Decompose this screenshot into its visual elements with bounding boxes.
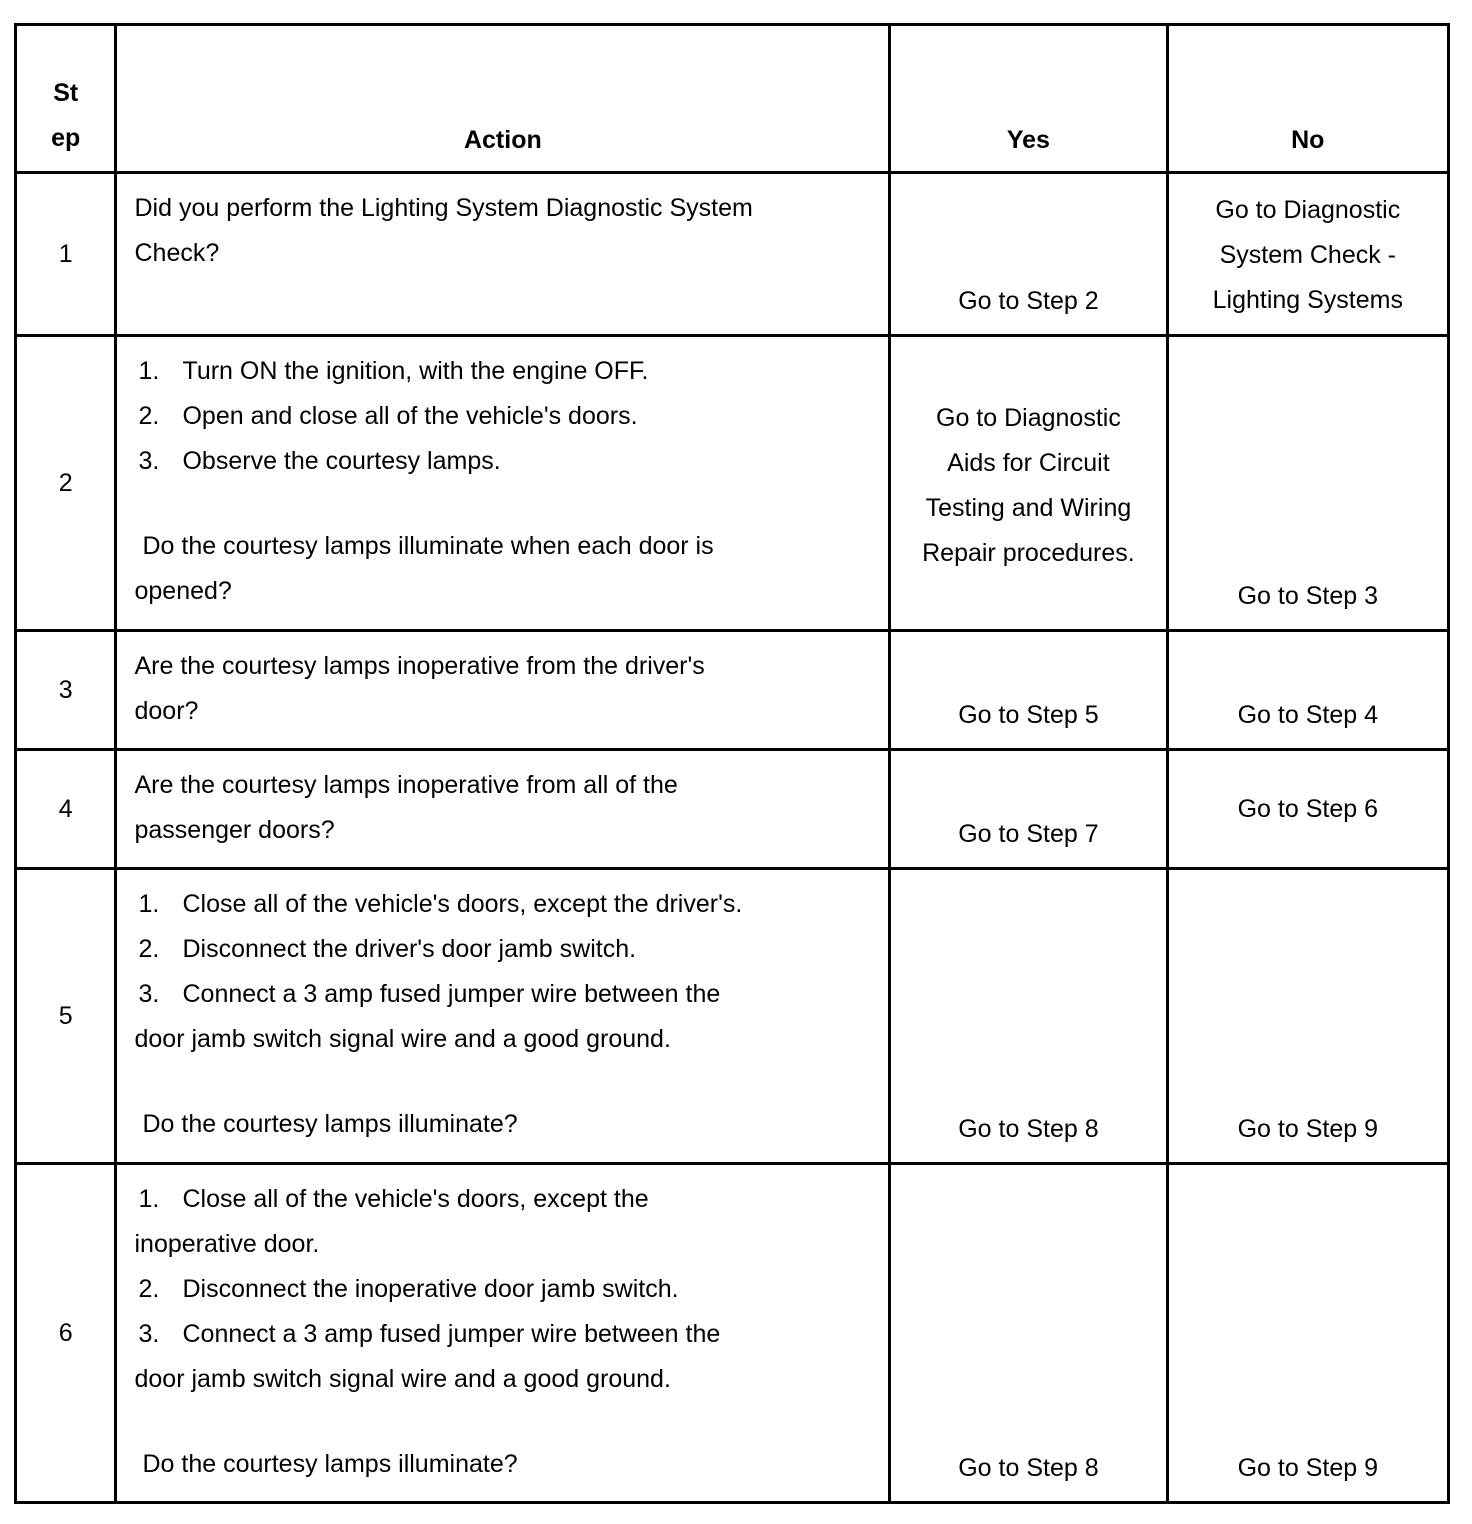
action-cell xyxy=(116,336,890,631)
no-line: Lighting Systems xyxy=(1212,286,1403,314)
item-text: Disconnect the inoperative door jamb switch. xyxy=(182,1275,679,1303)
action-continuation: door jamb switch signal wire and a good ground. xyxy=(134,1025,671,1053)
diagnostic-table xyxy=(14,23,1450,1504)
no-cell: Go to Step 6 xyxy=(1167,750,1448,869)
question-line: opened? xyxy=(134,577,232,605)
step-number: 6 xyxy=(16,1164,116,1503)
no-cell: Go to Step 9 xyxy=(1167,1164,1448,1503)
action-line: passenger doors? xyxy=(134,816,335,844)
step-number: 5 xyxy=(16,869,116,1164)
header-step-line-1: St xyxy=(53,79,79,107)
table-row-step-4 xyxy=(16,750,1449,869)
step-number: 4 xyxy=(16,750,116,869)
header-row xyxy=(16,25,1449,173)
question-line: Do the courtesy lamps illuminate? xyxy=(142,1110,518,1138)
no-cell: Go to Step 4 xyxy=(1167,631,1448,750)
item-number: 2. xyxy=(138,1275,160,1303)
yes-cell: Go to Step 5 xyxy=(890,631,1167,750)
action-item xyxy=(134,349,872,394)
no-cell xyxy=(1167,173,1448,336)
table-row-step-3 xyxy=(16,631,1449,750)
item-number: 3. xyxy=(138,980,160,1008)
item-number: 3. xyxy=(138,447,160,475)
item-text: Connect a 3 amp fused jumper wire between the xyxy=(182,980,721,1008)
table-row-step-2 xyxy=(16,336,1449,631)
action-line: Did you perform the Lighting System Diagnostic System xyxy=(134,194,753,222)
action-item xyxy=(134,439,872,484)
item-number: 1. xyxy=(138,890,160,918)
action-continuation: inoperative door. xyxy=(134,1230,320,1258)
table-row-step-5 xyxy=(16,869,1449,1164)
item-number: 1. xyxy=(138,1185,160,1213)
item-text: Connect a 3 amp fused jumper wire between the xyxy=(182,1320,721,1348)
yes-cell: Go to Step 7 xyxy=(890,750,1167,869)
no-line: System Check - xyxy=(1219,241,1397,269)
action-item xyxy=(134,1177,872,1222)
header-yes: Yes xyxy=(890,25,1167,173)
step-number: 2 xyxy=(16,336,116,631)
action-line: door? xyxy=(134,697,199,725)
action-continuation: door jamb switch signal wire and a good ground. xyxy=(134,1365,671,1393)
step-number: 1 xyxy=(16,173,116,336)
action-cell xyxy=(116,750,890,869)
action-item xyxy=(134,927,872,972)
header-step xyxy=(16,25,116,173)
table-row-step-6 xyxy=(16,1164,1449,1503)
no-line: Go to Diagnostic xyxy=(1215,196,1401,224)
item-text: Turn ON the ignition, with the engine OFF. xyxy=(182,357,649,385)
yes-line: Testing and Wiring xyxy=(925,494,1132,522)
action-line: Are the courtesy lamps inoperative from all of the xyxy=(134,771,678,799)
yes-cell: Go to Step 8 xyxy=(890,869,1167,1164)
action-cell xyxy=(116,631,890,750)
item-text: Open and close all of the vehicle's doors. xyxy=(182,402,638,430)
header-step-line-2: ep xyxy=(51,124,81,152)
action-item xyxy=(134,882,872,927)
table-row-step-1 xyxy=(16,173,1449,336)
header-action: Action xyxy=(116,25,890,173)
item-number: 2. xyxy=(138,402,160,430)
item-text: Close all of the vehicle's doors, except the driver's. xyxy=(182,890,743,918)
action-cell xyxy=(116,869,890,1164)
action-line: Are the courtesy lamps inoperative from the driver's xyxy=(134,652,705,680)
step-number: 3 xyxy=(16,631,116,750)
item-text: Disconnect the driver's door jamb switch. xyxy=(182,935,637,963)
action-item xyxy=(134,1267,872,1312)
action-cell xyxy=(116,173,890,336)
item-number: 2. xyxy=(138,935,160,963)
yes-cell: Go to Step 8 xyxy=(890,1164,1167,1503)
item-number: 3. xyxy=(138,1320,160,1348)
action-cell xyxy=(116,1164,890,1503)
yes-line: Repair procedures. xyxy=(922,539,1135,567)
action-item xyxy=(134,394,872,439)
yes-line: Go to Diagnostic xyxy=(936,404,1121,432)
question-line: Do the courtesy lamps illuminate when each door is xyxy=(142,532,714,560)
yes-cell: Go to Step 2 xyxy=(890,173,1167,336)
header-no: No xyxy=(1167,25,1448,173)
action-item xyxy=(134,1312,872,1357)
yes-cell xyxy=(890,336,1167,631)
item-text: Observe the courtesy lamps. xyxy=(182,447,501,475)
question-line: Do the courtesy lamps illuminate? xyxy=(142,1450,518,1478)
item-number: 1. xyxy=(138,357,160,385)
no-cell: Go to Step 9 xyxy=(1167,869,1448,1164)
no-cell: Go to Step 3 xyxy=(1167,336,1448,631)
action-item xyxy=(134,972,872,1017)
action-line: Check? xyxy=(134,239,220,267)
yes-line: Aids for Circuit xyxy=(947,449,1110,477)
item-text: Close all of the vehicle's doors, except the xyxy=(182,1185,649,1213)
